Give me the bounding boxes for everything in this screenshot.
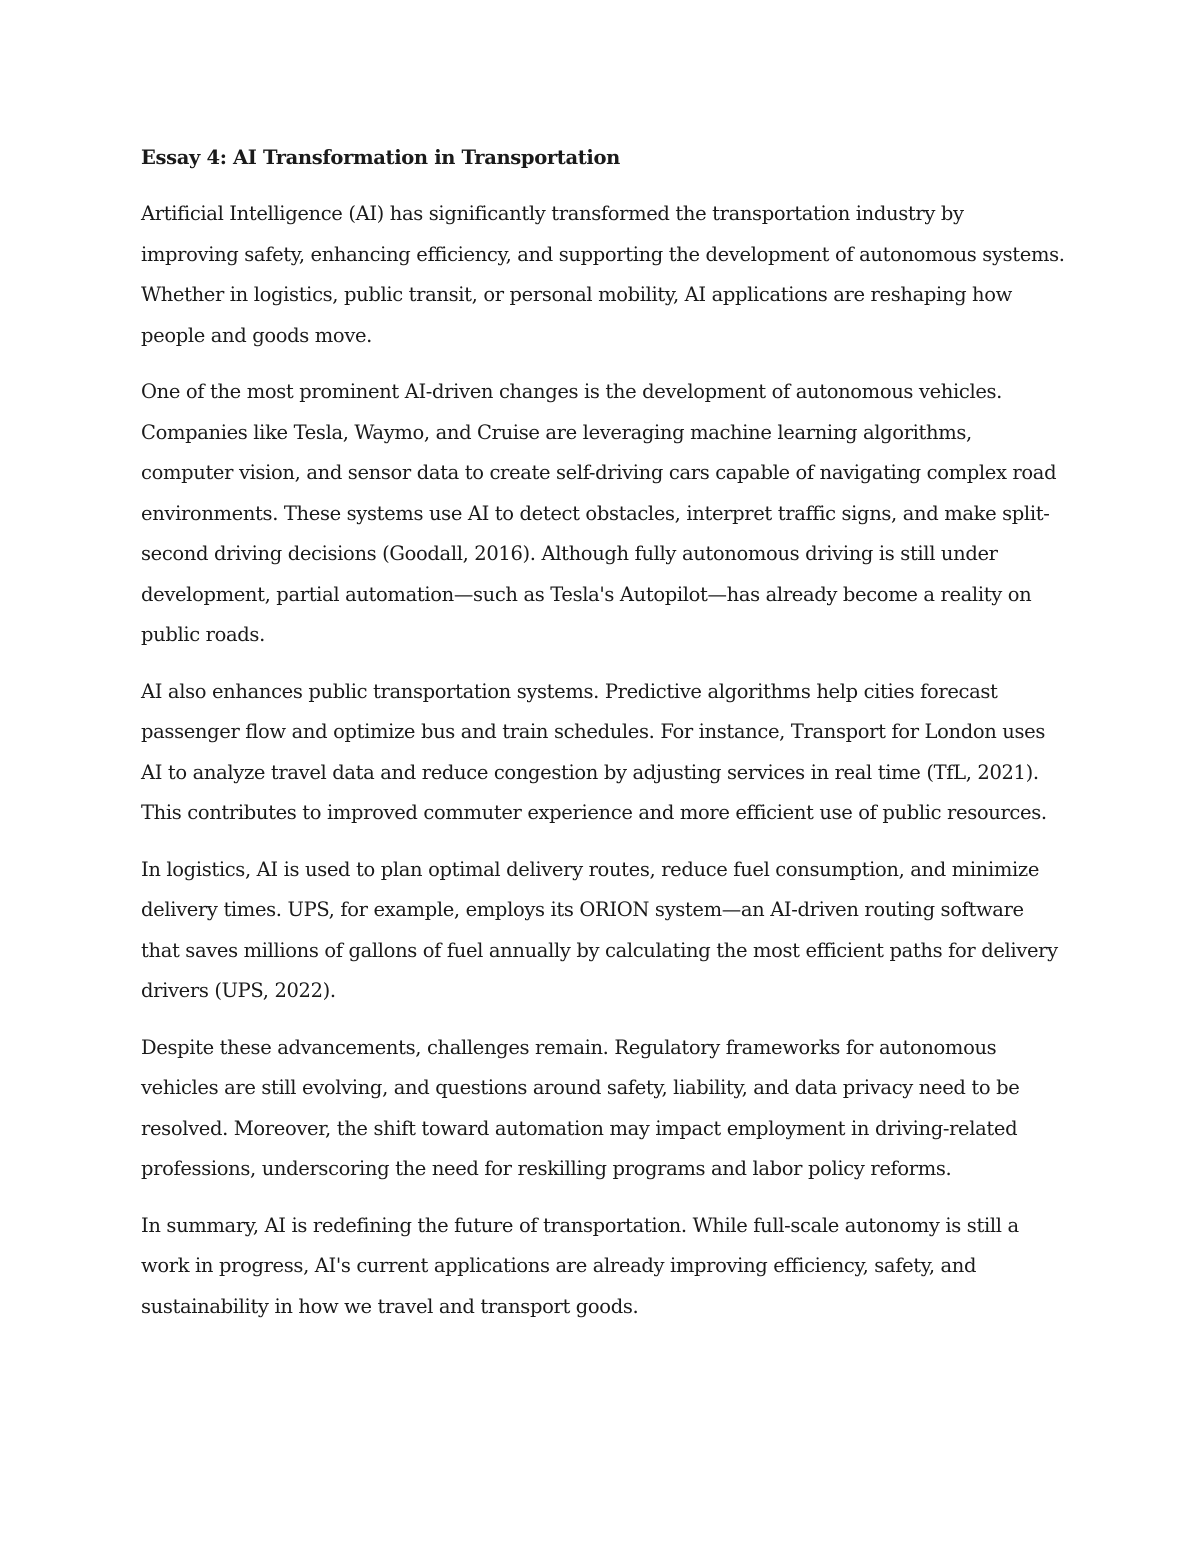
essay-title: Essay 4: AI Transformation in Transportation — [141, 146, 620, 169]
paragraph-challenges: Despite these advancements, challenges remain. Regulatory frameworks for autonomous vehicles are still evolving, and questions around safety, liability, and data privacy need to be resolved. Moreover, the shift toward automation may impact employment in driving-related professions, underscoring the need for reskilling programs and labor policy reforms. — [141, 1035, 1020, 1180]
paragraph-public-transportation: AI also enhances public transportation systems. Predictive algorithms help cities forecast passenger flow and optimize bus and train schedules. For instance, Transport for London uses AI to analyze travel data and reduce congestion by adjusting services in real time (TfL, 2021). This contributes to improved commuter experience and more efficient use of public resources. — [141, 679, 1047, 824]
paragraph-summary: In summary, AI is redefining the future of transportation. While full-scale autonomy is still a work in progress, AI's current applications are already improving efficiency, safety, and sustainability in how we travel and transport goods. — [141, 1213, 1019, 1318]
paragraph-logistics: In logistics, AI is used to plan optimal delivery routes, reduce fuel consumption, and minimize delivery times. UPS, for example, employs its ORION system—an AI-driven routing software that saves millions of gallons of fuel annually by calculating the most efficient paths for delivery drivers (UPS, 2022). — [141, 857, 1058, 1002]
paragraph-autonomous-vehicles: One of the most prominent AI-driven changes is the development of autonomous vehicles. Companies like Tesla, Waymo, and Cruise are leveraging machine learning algorithms, computer vision, and sensor data to create self-driving cars capable of navigating complex road environments. These systems use AI to detect obstacles, interpret traffic signs, and make split-second driving decisions (Goodall, 2016). Although fully autonomous driving is still under development, partial automation—such as Tesla's Autopilot—has already become a reality on public roads. — [141, 380, 1057, 646]
document-body — [141, 138, 1066, 1343]
paragraph-introduction: Artificial Intelligence (AI) has significantly transformed the transportation industry by improving safety, enhancing efficiency, and supporting the development of autonomous systems. Whether in logistics, public transit, or personal mobility, AI applications are reshaping how people and goods move. — [141, 202, 1065, 347]
